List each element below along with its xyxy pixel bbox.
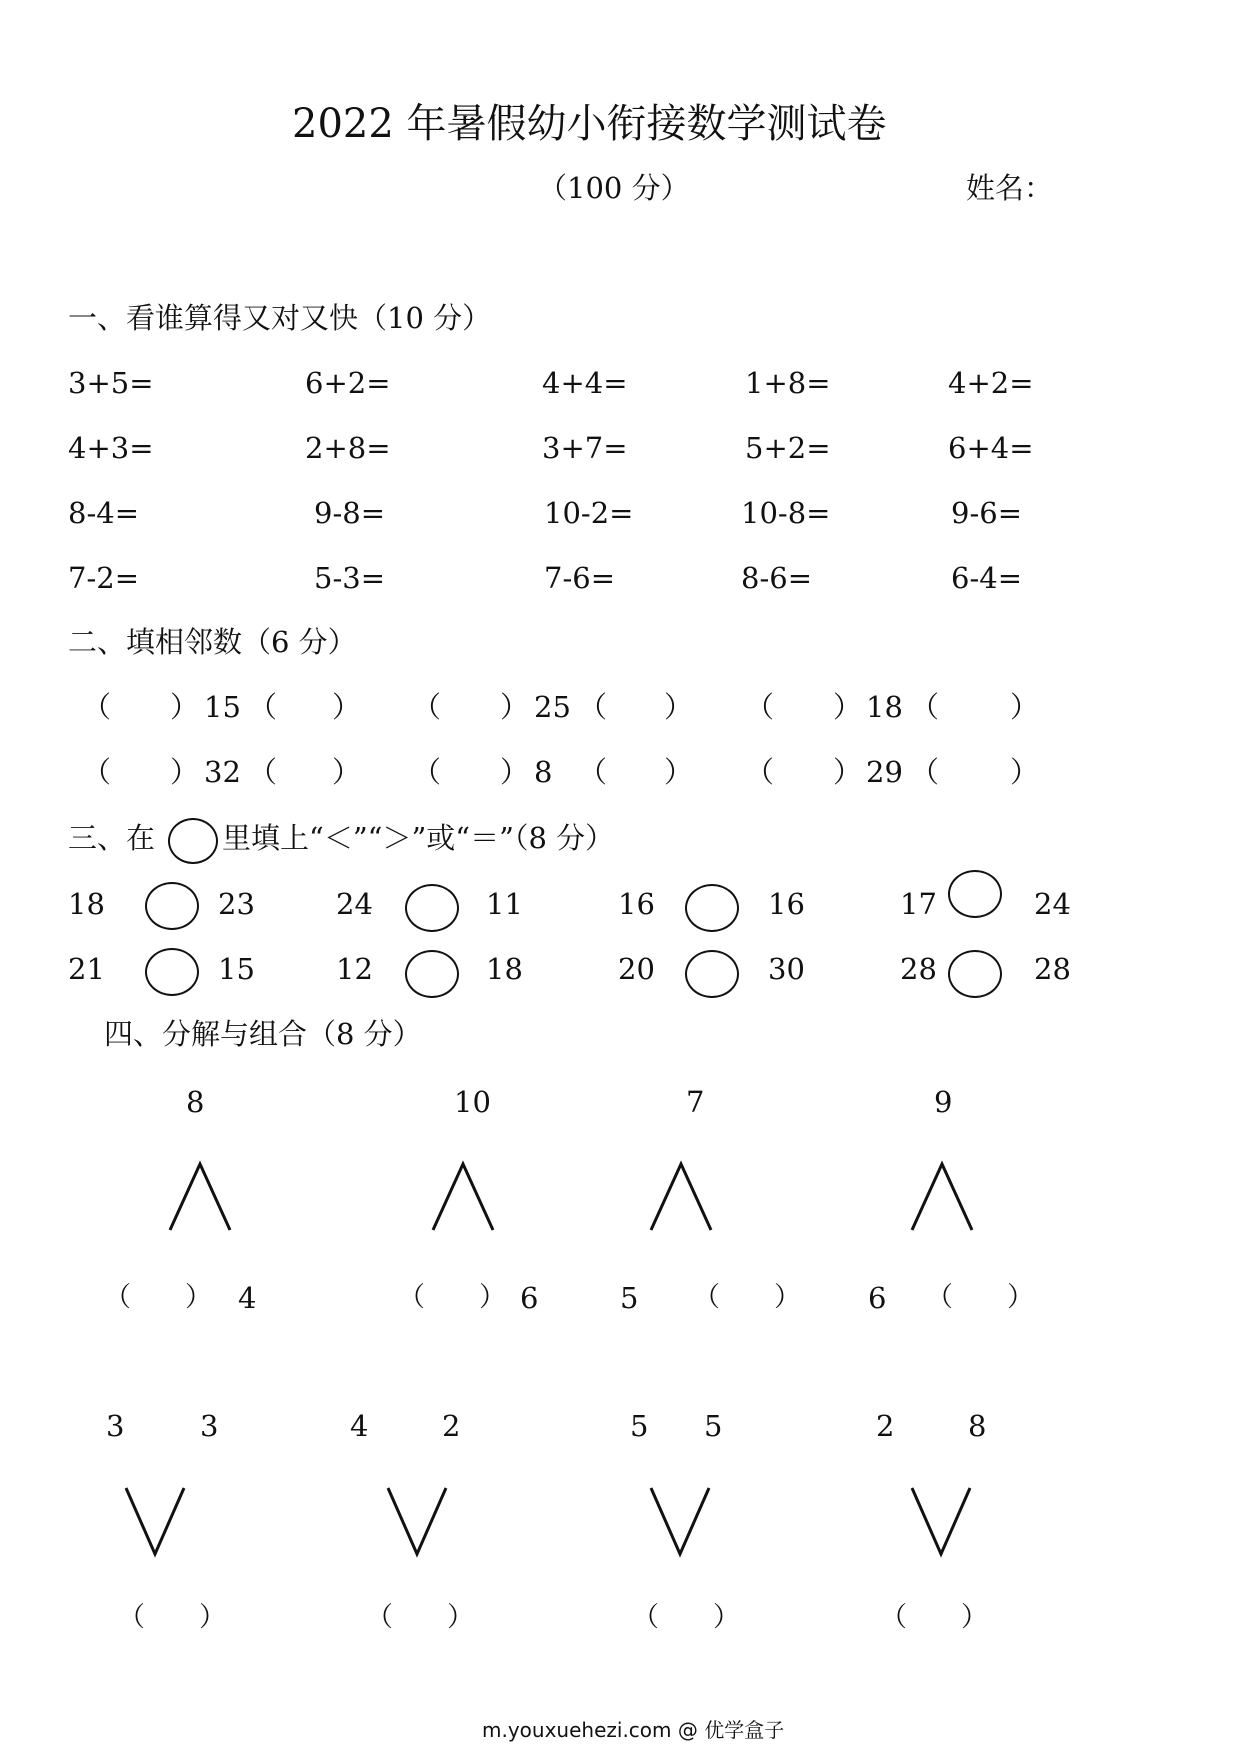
blank-close-paren: ）	[500, 755, 530, 789]
equation: 3+7=	[542, 431, 628, 465]
equation: 10-2=	[544, 496, 634, 530]
equation: 5-3=	[314, 561, 385, 595]
compare-right-number: 16	[768, 887, 805, 921]
equation: 9-8=	[314, 496, 385, 530]
decompose-blank: （ ）	[104, 1282, 212, 1313]
compose-part: 2	[876, 1409, 895, 1443]
neighbor-number: 8	[534, 755, 553, 789]
neighbor-number: 25	[534, 690, 571, 724]
section2-heading: 二、填相邻数（6 分）	[68, 625, 357, 659]
compare-left-number: 20	[618, 952, 655, 986]
blank-open-paren: （	[745, 755, 775, 789]
total-score: （100 分）	[538, 171, 690, 205]
decompose-blank: （ ）	[693, 1282, 801, 1313]
section4-heading: 四、分解与组合（8 分）	[104, 1017, 422, 1051]
compare-circle	[405, 950, 459, 998]
blank-open-paren: （	[910, 755, 940, 789]
name-label: 姓名：	[966, 171, 1054, 205]
compose-part: 8	[968, 1409, 987, 1443]
compare-right-number: 24	[1034, 887, 1071, 921]
equation: 4+3=	[68, 431, 154, 465]
compose-blank: （ ）	[366, 1602, 474, 1633]
compose-branch-icon	[122, 1484, 188, 1558]
blank-open-paren: （	[745, 690, 775, 724]
compare-circle	[948, 950, 1002, 998]
compose-branch-icon	[384, 1484, 450, 1558]
compare-right-number: 30	[768, 952, 805, 986]
blank-close-paren: ）	[170, 690, 200, 724]
blank-close-paren: ）	[170, 755, 200, 789]
neighbor-number: 15	[204, 690, 241, 724]
heading-circle	[168, 818, 218, 864]
equation: 7-6=	[544, 561, 615, 595]
compose-part: 4	[350, 1409, 369, 1443]
blank-close-paren: ）	[833, 690, 863, 724]
equation: 6+4=	[948, 431, 1034, 465]
decompose-top-number: 9	[934, 1085, 953, 1119]
compare-circle	[145, 882, 199, 930]
equation: 8-4=	[68, 496, 139, 530]
compare-circle	[405, 884, 459, 932]
equation: 3+5=	[68, 366, 154, 400]
compare-right-number: 23	[218, 887, 255, 921]
equation: 8-6=	[741, 561, 812, 595]
blank-open-paren: （	[82, 755, 112, 789]
neighbor-number: 18	[866, 690, 903, 724]
compose-part: 3	[106, 1409, 125, 1443]
decompose-top-number: 8	[186, 1085, 205, 1119]
equation: 10-8=	[741, 496, 831, 530]
compose-blank: （ ）	[880, 1602, 988, 1633]
compare-right-number: 28	[1034, 952, 1071, 986]
equation: 4+2=	[948, 366, 1034, 400]
equation: 6-4=	[951, 561, 1022, 595]
blank-close-paren: ）	[332, 755, 362, 789]
decompose-branch-icon	[166, 1160, 236, 1234]
decompose-branch-icon	[647, 1160, 717, 1234]
compose-part: 5	[630, 1409, 649, 1443]
compare-circle	[685, 884, 739, 932]
compare-circle	[685, 950, 739, 998]
compose-branch-icon	[647, 1484, 713, 1558]
decompose-branch-icon	[908, 1160, 978, 1234]
compare-right-number: 15	[218, 952, 255, 986]
compose-part: 5	[704, 1409, 723, 1443]
equation: 6+2=	[305, 366, 391, 400]
compose-branch-icon	[908, 1484, 974, 1558]
blank-close-paren: ）	[664, 755, 694, 789]
blank-close-paren: ）	[1010, 690, 1040, 724]
compare-circle	[145, 948, 199, 996]
decompose-blank: （ ）	[926, 1282, 1034, 1313]
blank-close-paren: ）	[1010, 755, 1040, 789]
page-title: 2022 年暑假幼小衔接数学测试卷	[292, 101, 887, 147]
decompose-top-number: 7	[686, 1085, 705, 1119]
decompose-branch-icon	[429, 1160, 499, 1234]
equation: 5+2=	[745, 431, 831, 465]
blank-close-paren: ）	[500, 690, 530, 724]
equation: 9-6=	[951, 496, 1022, 530]
blank-open-paren: （	[910, 690, 940, 724]
section3-heading-end: 里填上“＜”“＞”或“＝”（8 分）	[222, 821, 615, 855]
blank-close-paren: ）	[332, 690, 362, 724]
blank-open-paren: （	[248, 755, 278, 789]
blank-close-paren: ）	[833, 755, 863, 789]
section1-heading: 一、看谁算得又对又快（10 分）	[68, 301, 492, 335]
footer-watermark: m.youxuehezi.com @ 优学盒子	[482, 1718, 785, 1742]
neighbor-number: 32	[204, 755, 241, 789]
equation: 1+8=	[745, 366, 831, 400]
decompose-top-number: 10	[454, 1085, 491, 1119]
compare-right-number: 18	[486, 952, 523, 986]
compose-part: 3	[200, 1409, 219, 1443]
neighbor-number: 29	[866, 755, 903, 789]
blank-open-paren: （	[578, 690, 608, 724]
decompose-blank: （ ）	[398, 1282, 506, 1313]
compose-part: 2	[442, 1409, 461, 1443]
blank-open-paren: （	[412, 755, 442, 789]
blank-open-paren: （	[578, 755, 608, 789]
compare-circle	[948, 870, 1002, 918]
decompose-part: 4	[238, 1281, 257, 1315]
decompose-part: 6	[868, 1281, 887, 1315]
compare-left-number: 12	[336, 952, 373, 986]
decompose-part: 6	[520, 1281, 539, 1315]
blank-close-paren: ）	[664, 690, 694, 724]
equation: 2+8=	[305, 431, 391, 465]
compose-blank: （ ）	[632, 1602, 740, 1633]
decompose-part: 5	[620, 1281, 639, 1315]
section3-heading-start: 三、在	[68, 821, 156, 855]
compare-left-number: 24	[336, 887, 373, 921]
compare-left-number: 17	[900, 887, 937, 921]
compare-left-number: 28	[900, 952, 937, 986]
equation: 7-2=	[68, 561, 139, 595]
compare-left-number: 18	[68, 887, 105, 921]
equation: 4+4=	[542, 366, 628, 400]
compare-left-number: 16	[618, 887, 655, 921]
compose-blank: （ ）	[118, 1602, 226, 1633]
compare-left-number: 21	[68, 952, 105, 986]
blank-open-paren: （	[412, 690, 442, 724]
blank-open-paren: （	[248, 690, 278, 724]
blank-open-paren: （	[82, 690, 112, 724]
compare-right-number: 11	[486, 887, 523, 921]
